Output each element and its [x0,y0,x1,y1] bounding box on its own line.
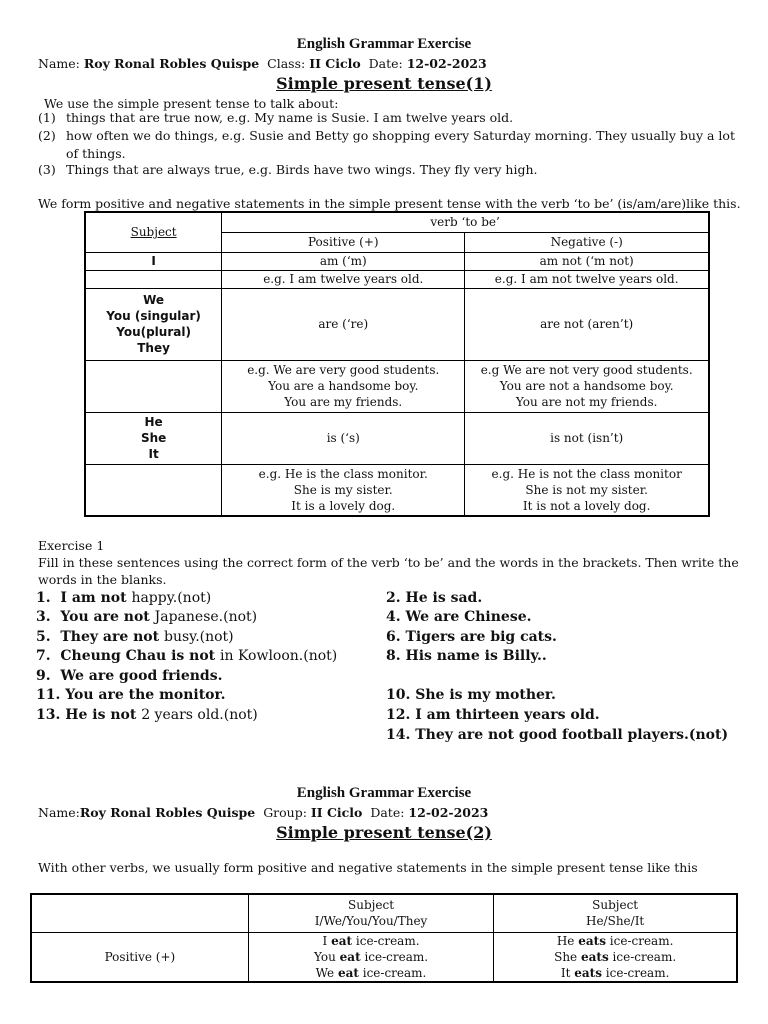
subject-header: Subject [85,212,222,252]
empty-cell [31,894,248,932]
positive-cell: is (‘s) [222,412,465,464]
answer-item: 14. They are not good football players.(not) [386,727,729,743]
verb-header: verb ‘to be’ [222,212,709,232]
class-label: Class: [267,56,306,71]
subject-cell: He She It [85,412,222,464]
section-title: Simple present tense(1) [276,74,492,93]
answer-item: 9. We are good friends. [36,668,223,684]
example-positive: e.g. I am twelve years old. [222,270,465,288]
subject-header: Subject He/She/It [494,894,737,932]
group-value: II Ciclo [310,805,363,820]
negative-cell: are not (aren’t) [465,288,709,360]
student-header [38,805,488,820]
list-item: (1) things that are true now, e.g. My name is Susie. I am twelve years old. [38,110,514,125]
verb-to-be-table [84,211,710,517]
subject-cell: I [85,252,222,270]
answer-item: 10. She is my mother. [386,687,556,703]
example-cell: He eats ice-cream. She eats ice-cream. It eats ice-cream. [494,932,737,982]
empty-cell [85,270,222,288]
answer-item: 12. I am thirteen years old. [386,707,600,723]
section-title: Simple present tense(2) [276,823,492,842]
page-title: English Grammar Exercise [296,36,472,52]
name-label: Name: [38,56,80,71]
example-positive: e.g. We are very good students. You are a handsome boy. You are my friends. [222,360,465,412]
date-label: Date: [368,56,403,71]
date-value: 12-02-2023 [406,56,487,71]
answer-item: 7. Cheung Chau is not in Kowloon.(not) [36,648,338,664]
intro-text: With other verbs, we usually form positive and negative statements in the simple present tense like this [38,860,698,875]
example-positive: e.g. He is the class monitor. She is my sister. It is a lovely dog. [222,464,465,516]
answer-item: 4. We are Chinese. [386,609,532,625]
name-value: Roy Ronal Robles Quispe [79,805,256,820]
positive-header: Positive (+) [222,232,465,252]
uses-list [38,110,758,180]
example-negative: e.g We are not very good students. You are not a handsome boy. You are not my friends. [465,360,709,412]
student-header [38,56,487,71]
answer-item: 2. He is sad. [386,590,483,606]
name-label: Name: [38,805,80,820]
empty-cell [85,464,222,516]
empty-cell [85,360,222,412]
example-negative: e.g. I am not twelve years old. [465,270,709,288]
list-item: (2) how often we do things, e.g. Susie and Betty go shopping every Saturday morning. They usually buy a lot [38,128,735,143]
exercise-label: Exercise 1 [38,538,105,553]
positive-cell: are (‘re) [222,288,465,360]
statement-text: We form positive and negative statements in the simple present tense with the verb ‘to be’ (is/am/are)like this. [38,196,741,211]
name-value: Roy Ronal Robles Quispe [83,56,260,71]
group-label: Group: [263,805,307,820]
list-item: of things. [66,146,126,161]
answer-item: 11. You are the monitor. [36,687,226,703]
positive-row-label: Positive (+) [31,932,248,982]
page-title: English Grammar Exercise [296,785,472,801]
negative-cell: am not (‘m not) [465,252,709,270]
answer-item: 5. They are not busy.(not) [36,629,234,645]
list-item: (3) Things that are always true, e.g. Birds have two wings. They fly very high. [38,162,538,177]
negative-cell: is not (isn’t) [465,412,709,464]
answer-item: 3. You are not Japanese.(not) [36,609,258,625]
exercise-instructions: Fill in these sentences using the correct form of the verb ‘to be’ and the words in the brackets. Then write the [38,555,739,570]
exercise-instructions: words in the blanks. [38,572,167,587]
positive-cell: am (‘m) [222,252,465,270]
answer-item: 8. His name is Billy.. [386,648,547,664]
other-verbs-table [30,893,738,983]
example-negative: e.g. He is not the class monitor She is not my sister. It is not a lovely dog. [465,464,709,516]
class-value: II Ciclo [309,56,361,71]
date-label: Date: [370,805,405,820]
answer-item: 13. He is not 2 years old.(not) [36,707,258,723]
example-cell: I eat ice-cream. You eat ice-cream. We eat ice-cream. [248,932,493,982]
subject-cell: We You (singular) You(plural) They [85,288,222,360]
answer-item: 6. Tigers are big cats. [386,629,557,645]
date-value: 12-02-2023 [408,805,489,820]
subject-header: Subject I/We/You/You/They [248,894,493,932]
negative-header: Negative (-) [465,232,709,252]
intro-text: We use the simple present tense to talk about: [44,96,339,111]
answer-item: 1. I am not happy.(not) [36,590,212,606]
